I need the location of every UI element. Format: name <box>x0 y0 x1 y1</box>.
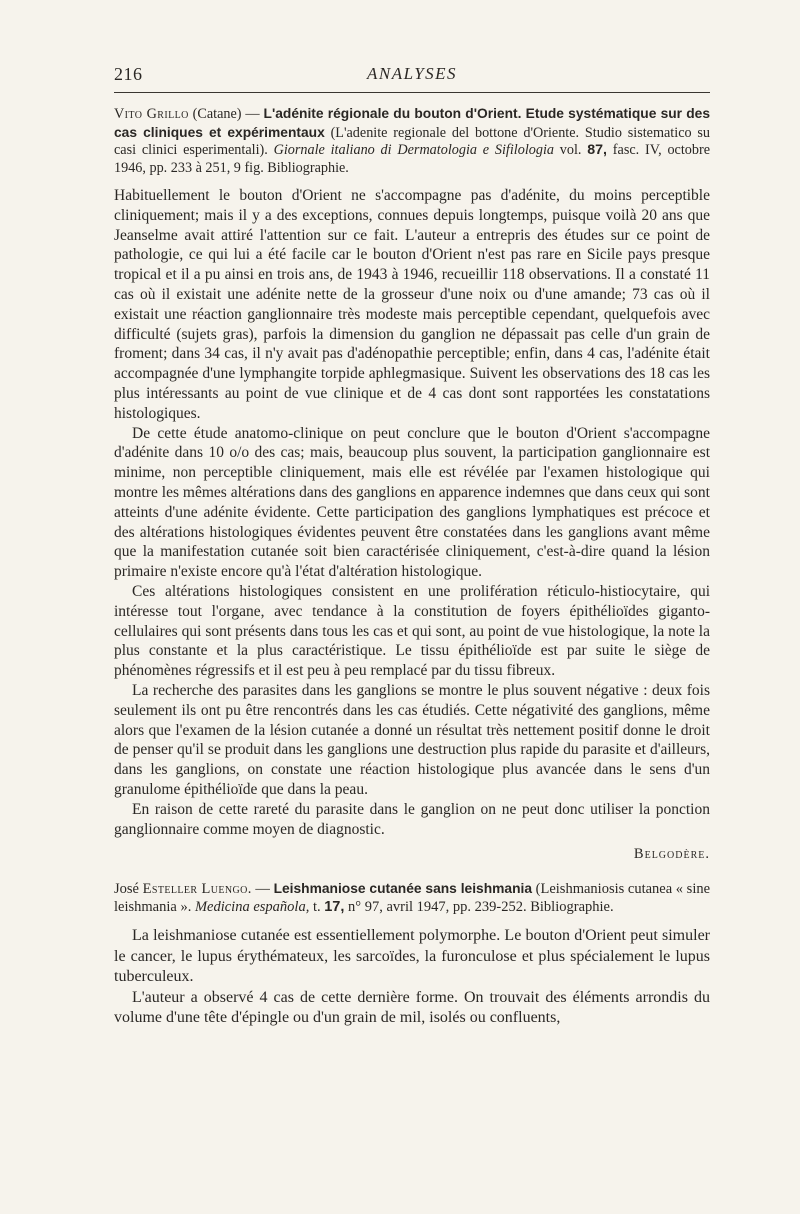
volume-number: 17, <box>324 899 345 916</box>
author-first-name: José <box>114 881 139 898</box>
article-citation <box>114 105 710 177</box>
volume-number: 87, <box>587 142 607 158</box>
article-leishmaniose-cutanee <box>114 880 710 1028</box>
original-title: (L'adenite regionale del bottone d'Oriente. Studio sistematico su casi clinici esperimentali). <box>114 124 710 158</box>
running-title: ANALYSES <box>366 64 458 83</box>
author-name: Esteller Luengo. <box>142 881 252 898</box>
article-adenite-regionale <box>114 105 710 863</box>
page-number: 216 <box>114 64 143 84</box>
journal-name: Medicina española, <box>194 899 310 916</box>
page-header <box>114 62 710 93</box>
article-citation <box>114 880 710 916</box>
reviewer-signature: Belgodère. <box>633 846 710 863</box>
body-paragraph: La leishmaniose cutanée est essentiellement polymorphe. Le bouton d'Orient peut simuler le cancer, le lupus érythémateux, les sarcoïdes, la furonculose et plus spécialement le lupus tuberculeux. <box>114 927 710 986</box>
publication-details: fasc. IV, octobre 1946, pp. 233 à 251, 9 fig. Bibliographie. <box>114 142 710 176</box>
article-title: L'adénite régionale du bouton d'Orient. Etude systématique sur des cas cliniques et expérimentaux <box>114 106 711 140</box>
author-name: Vito Grillo <box>114 106 189 122</box>
body-paragraph: En raison de cette rareté du parasite dans le ganglion on ne peut donc utiliser la ponction ganglionnaire comme moyen de diagnostic. <box>114 800 710 838</box>
original-title: (Leishmaniosis cutanea « sine leishmania ». <box>114 881 711 916</box>
citation-separator: — <box>255 881 270 898</box>
body-paragraph: Ces altérations histologiques consistent en une prolifération réticulo-histiocytaire, qui intéresse tout l'organe, avec tendance à la constitution de foyers épithélioïdes giganto-cellulaires qui sont présents dans tous les cas et qui sont, au point de vue histologique, la note la plus constante et la plus caractéristique. Le tissu épithélioïde est par suite le siège de phénomènes régressifs et il est peu à peu remplacé par du tissu fibreux. <box>114 582 710 680</box>
article-body <box>114 926 710 1028</box>
author-affiliation: (Catane) — <box>192 106 260 122</box>
publication-details: n° 97, avril 1947, pp. 239-252. Bibliographie. <box>348 899 614 916</box>
document-page <box>114 62 710 1028</box>
body-paragraph: De cette étude anatomo-clinique on peut conclure que le bouton d'Orient s'accompagne d'adénite dans 10 o/o des cas; mais, beaucoup plus souvent, la participation ganglionnaire est minime, non perceptible cliniquement, mais elle est révélée par l'examen histologique qui montre les mêmes altérations dans des ganglions en apparence indemnes que dans ceux qui sont atteints d'une adénite évidente. Cette participation des ganglions lymphatiques est précoce et des altérations histologiques évidentes peuvent être constatées dans les ganglions avant même que la manifestation cutanée soit bien caractérisée cliniquement, c'est-à-dire quand la lésion primaire n'existe encore qu'à l'état d'altération histologique. <box>114 424 710 581</box>
journal-name: Giornale italiano di Dermatologia e Sifilologia <box>273 142 554 158</box>
volume-prefix: vol. <box>559 142 582 158</box>
body-paragraph: La recherche des parasites dans les ganglions se montre le plus souvent négative : deux fois seulement ils ont pu être rencontrés dans les cas étudiés. Cette négativité des ganglions, même alors que l'examen de la lésion cutanée a donné un résultat très nettement positif donne le droit de penser qu'il se produit dans les ganglions une destruction plus rapide du parasite et d'ailleurs, dans les ganglions, on constate une réaction histologique plus avancée dans le sens d'un granulome épithélioïde que dans la peau. <box>114 681 710 798</box>
body-paragraph: L'auteur a observé 4 cas de cette dernière forme. On trouvait des éléments arrondis du volume d'une tête d'épingle ou d'un grain de mil, isolés ou confluents, <box>114 988 710 1026</box>
body-paragraph: Habituellement le bouton d'Orient ne s'accompagne pas d'adénite, du moins perceptible cliniquement; mais il y a des exceptions, connues depuis longtemps, puisque voilà 20 ans que Jeanselme avait attiré l'attention sur ce fait. L'auteur a entrepris des études sur ce point de pathologie, ce qui lui a été facile car le bouton d'Orient n'est pas rare en Sicile pays presque tropical et il a pu ainsi en trois ans, de 1943 à 1946, recueillir 118 observations. Il a constaté 11 cas où il existait une adénite nette de la grosseur d'une noix ou d'une amande; 73 cas où il existait une réaction ganglionnaire très modeste mais perceptible cependant, quelquefois avec difficulté (sujets gras), parfois la dimension du ganglion ne dépassait pas celle d'un grain de froment; dans 34 cas, il n'y avait pas d'adénopathie perceptible; enfin, dans 4 cas, l'adénite était accompagnée d'une lymphangite torpide aphlegmasique. Suivent les observations des 18 cas les plus intéressants au point de vue clinique et de 4 cas dont sont rapportées les constatations histologiques. <box>114 187 710 422</box>
volume-prefix: t. <box>312 899 321 916</box>
article-title: Leishmaniose cutanée sans leishmania <box>273 881 533 897</box>
article-body <box>114 186 710 839</box>
